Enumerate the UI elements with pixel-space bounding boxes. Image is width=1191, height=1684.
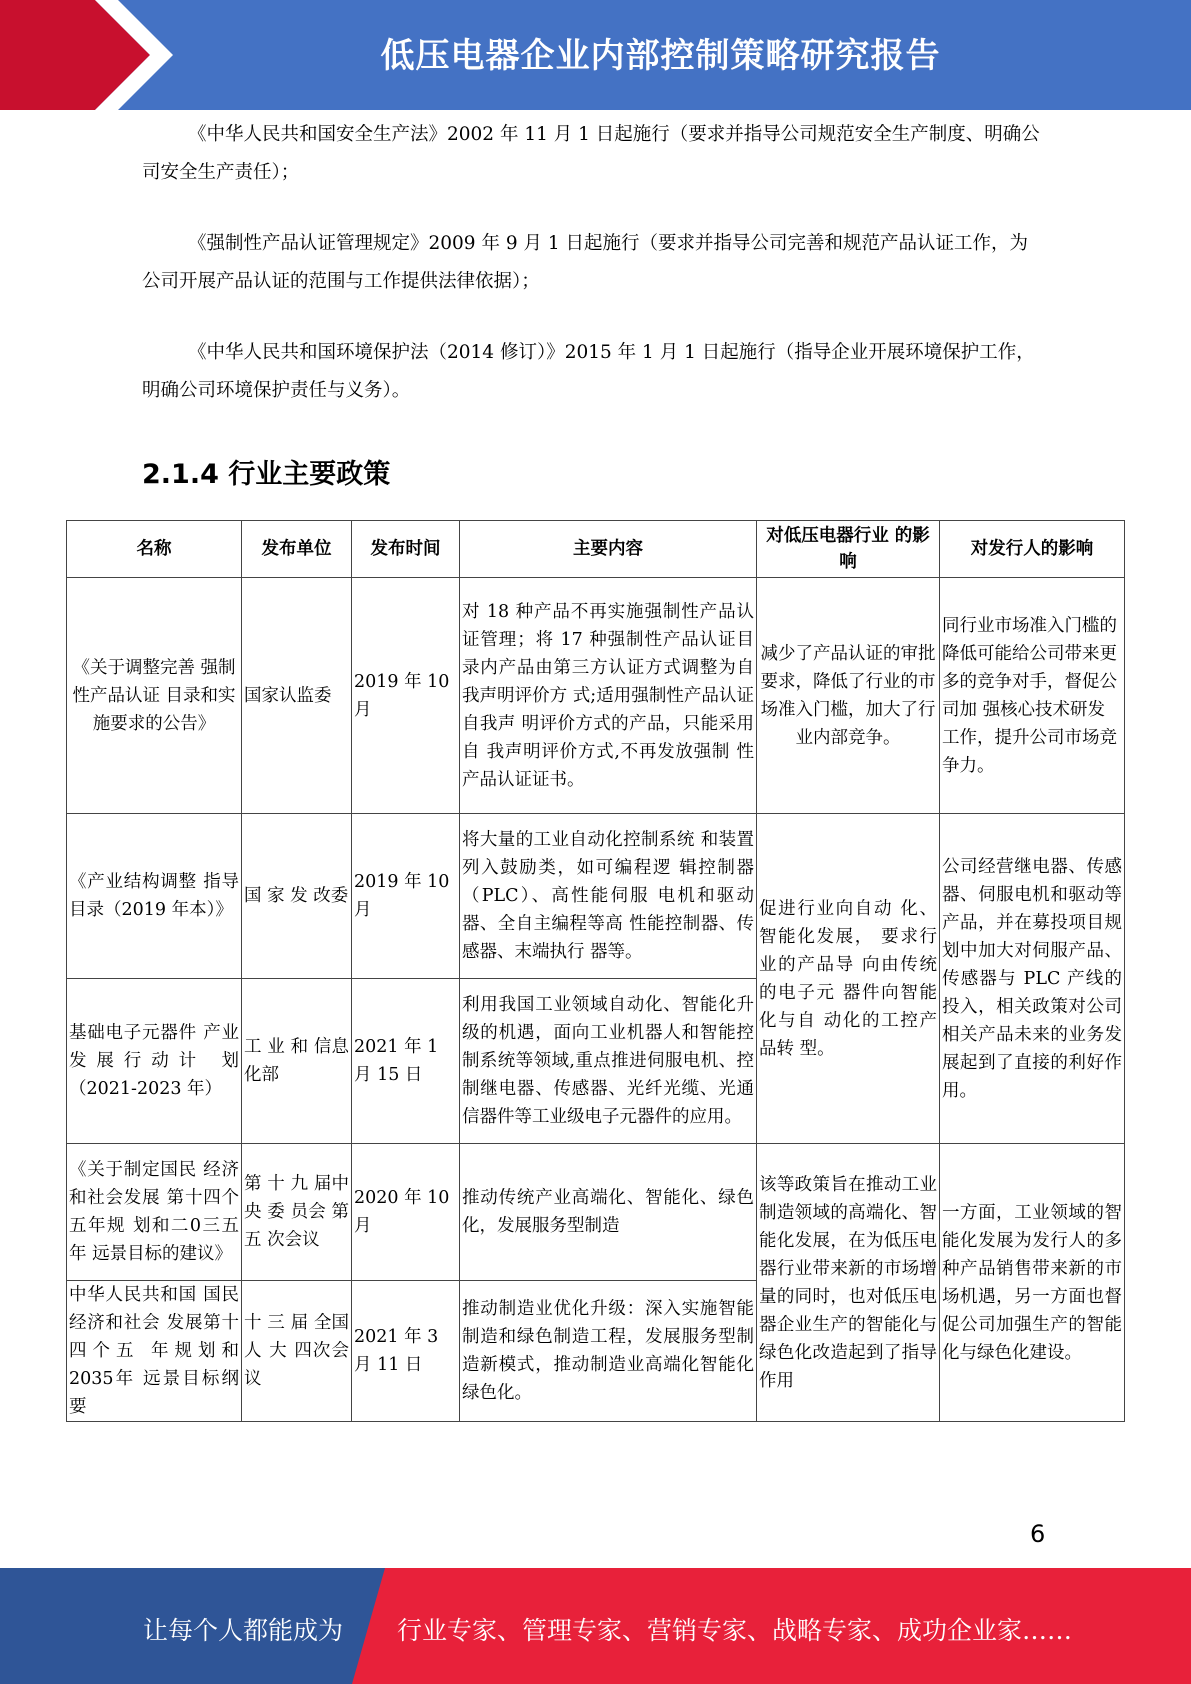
cell-issuer-impact: 公司经营继电器、传感器、伺服电机和驱动等产品，并在募投项目规划中加大对伺服产品、传感器与 PLC 产线的投入，相关政策对公司相关产品未来的业务发展起到了直接的利好作 用。 [940,814,1125,1144]
cell-issuer: 国家认监委 [242,578,352,814]
table-row [67,814,1125,979]
table-row [67,1144,1125,1281]
cell-name: 基础电子元器件 产业发展行动计 划（2021-2023 年） [67,979,242,1144]
header-industry-impact: 对低压电器行业 的影响 [757,521,940,578]
cell-content: 将大量的工业自动化控制系统 和装置列入鼓励类，如可编程逻 辑控制器（PLC）、高性能伺服 电机和驱动器、全自主编程等高 性能控制器、传感器、末端执行 器等。 [460,814,757,979]
law-paragraph-3: 《中华人民共和国环境保护法（2014 修订）》2015 年 1 月 1 日起施行（指导企业开展环境保护工作，明确公司环境保护责任与义务）。 [142,342,1035,401]
header-name: 名称 [67,521,242,578]
cell-content: 对 18 种产品不再实施强制性产品认证管理；将 17 种强制性产品认证目录内产品由第三方认证方式调整为自我声明评价方 式;适用强制性产品认证自我声 明评价方式的产品，只能采用自 我声明评价方式,不再发放强制 性产品认证证书。 [460,578,757,814]
cell-content: 推动传统产业高端化、智能化、绿色化，发展服务型制造 [460,1144,757,1281]
table-row [67,578,1125,814]
header-issuer-impact: 对发行人的影响 [940,521,1125,578]
cell-date: 2019 年 10 月 [352,578,460,814]
cell-date: 2021 年 3 月 11 日 [352,1281,460,1422]
cell-date: 2021 年 1 月 15 日 [352,979,460,1144]
table-header-row [67,521,1125,578]
header-banner [0,0,1191,110]
policy-table [66,520,1125,1422]
law-paragraph-1: 《中华人民共和国安全生产法》2002 年 11 月 1 日起施行（要求并指导公司规范安全生产制度、明确公司安全生产责任）； [142,124,1040,183]
footer-slogan-right: 行业专家、管理专家、营销专家、战略专家、成功企业家…… [397,1616,1073,1645]
law-paragraph-2: 《强制性产品认证管理规定》2009 年 9 月 1 日起施行（要求并指导公司完善和规范产品认证工作，为公司开展产品认证的范围与工作提供法律依据）； [142,233,1029,292]
cell-industry-impact-merged: 促进行业向自动 化、智能化发展， 要求行业的产品导 向由传统的电子元 器件向智能化与自 动化的工控产品转 型。 [757,814,940,1144]
cell-industry-impact: 减少了产品认证的审批要求，降低了行业的市场准入门槛，加大了行业内部竞争。 [757,578,940,814]
cell-name: 《关于调整完善 强制性产品认证 目录和实施要求的公告》 [67,578,242,814]
cell-name: 《产业结构调整 指导目录（2019 年本）》 [67,814,242,979]
cell-issuer-impact-merged: 一方面，工业领域的智能化发展为发行人的多种产品销售带来新的市场机遇，另一方面也督促公司加强生产的智能化与绿色化建设。 [940,1144,1125,1422]
cell-content: 推动制造业优化升级：深入实施智能制造和绿色制造工程，发展服务型制造新模式，推动制造业高端化智能化绿色化。 [460,1281,757,1422]
cell-issuer: 国 家 发 改委 [242,814,352,979]
cell-name: 《关于制定国民 经济和社会发展 第十四个五年规 划和二0三五年 远景目标的建议》 [67,1144,242,1281]
cell-date: 2020 年 10 月 [352,1144,460,1281]
section-title: 2.1.4 行业主要政策 [142,459,391,490]
header-issuer: 发布单位 [242,521,352,578]
header-content: 主要内容 [460,521,757,578]
header-date: 发布时间 [352,521,460,578]
cell-content: 利用我国工业领域自动化、智能化升级的机遇，面向工业机器人和智能控制系统等领域,重点推进伺服电机、控制继电器、传感器、光纤光缆、光通信器件等工业级电子元器件的应用。 [460,979,757,1144]
cell-issuer: 工 业 和 信息化部 [242,979,352,1144]
cell-name: 中华人民共和国 国民经济和社会 发展第十四个五 年规划和 2035年 远景目标纲要 [67,1281,242,1422]
footer-slogan-left: 让每个人都能成为 [143,1616,344,1645]
cell-date: 2019 年 10 月 [352,814,460,979]
cell-issuer: 第 十 九 届中 央 委 员会 第 五 次会议 [242,1144,352,1281]
report-title: 低压电器企业内部控制策略研究报告 [380,36,941,76]
cell-issuer-impact: 同行业市场准入门槛的降低可能给公司带来更多的竞争对手，督促公司加 强核心技术研发工作，提升公司市场竞争力。 [940,578,1125,814]
footer-banner [0,1568,1191,1684]
cell-industry-impact-merged: 该等政策旨在推动工业制造领域的高端化、智能化发展，在为低压电器行业带来新的市场增量的同时，也对低压电器企业生产的智能化与绿色化改造起到了指导作用 [757,1144,940,1422]
page-number: 6 [1030,1520,1046,1548]
cell-issuer: 十 三 届 全国 人 大 四次会议 [242,1281,352,1422]
